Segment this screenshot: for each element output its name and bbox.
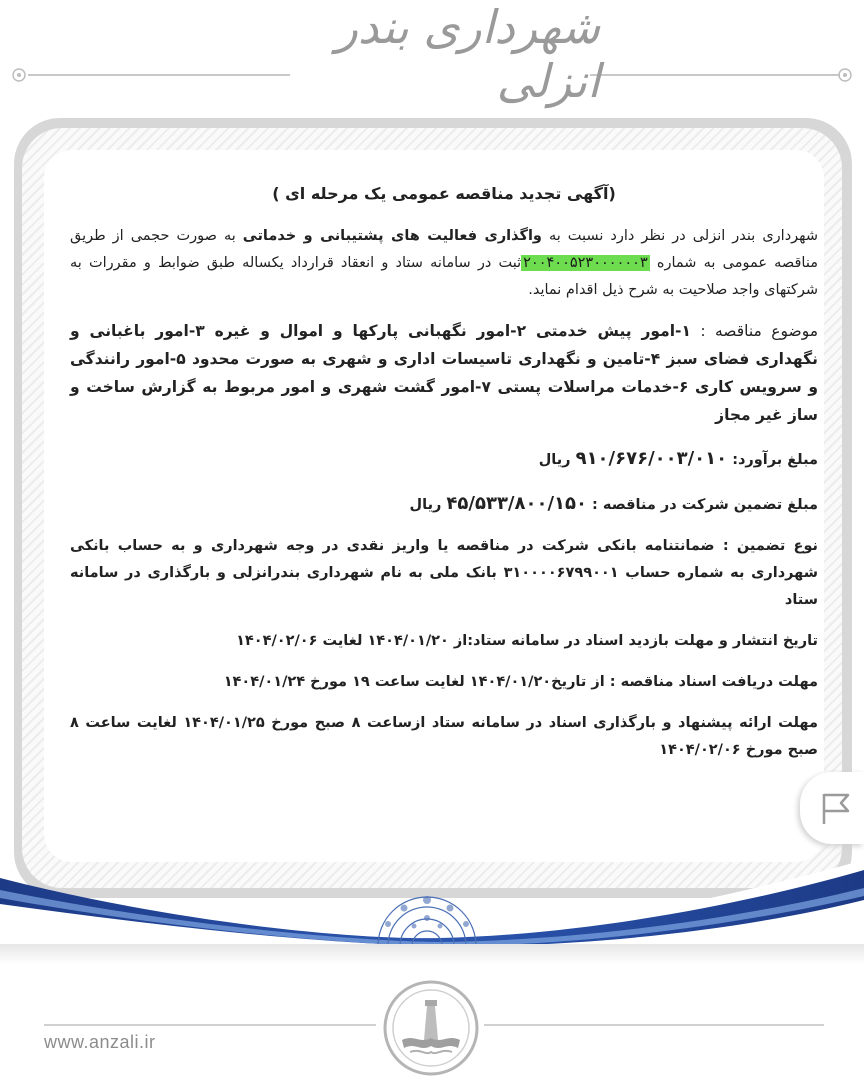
estimate-label: مبلغ برآورد: [727,452,818,468]
guarantee-line [70,490,818,519]
wave-shadow [0,944,864,964]
guarantee-unit: ریال [409,497,447,513]
subject-paragraph [70,317,818,429]
intro-text-1: شهرداری بندر انزلی در نظر دارد نسبت به [541,228,818,244]
municipality-logo-text: شهرداری بندر انزلی [335,0,600,108]
guarantee-label: مبلغ تضمین شرکت در مناقصه : [587,497,818,513]
notice-title: (آگهی تجدید مناقصه عمومی یک مرحله ای ) [272,184,616,203]
intro-text-3: ثبت در سامانه ستاد و انعقاد قرارداد یکساله طبق ضوابط و مقررات به شرکتهای واجد صلاحیت به شرح ذیل اقدام نماید. [70,255,818,298]
tender-number: ۲۰۰۴۰۰۵۲۳۰۰۰۰۰۰۳ [523,255,648,271]
footer-divider-right [484,1024,824,1026]
submit-deadline: مهلت ارائه پیشنهاد و بارگذاری اسناد در سامانه ستاد ازساعت ۸ صبح مورخ ۱۴۰۴/۰۱/۲۵ لغایت ساعت ۸ صبح مورخ ۱۴۰۴/۰۲/۰۶ [70,715,818,758]
ornament-left-icon [10,66,28,84]
estimate-value: ۹۱۰/۶۷۶/۰۰۳/۰۱۰ [575,448,728,469]
receive-deadline: مهلت دریافت اسناد مناقصه : از تاریخ۱۴۰۴/۰۱/۲۰ لغایت ساعت ۱۹ مورخ ۱۴۰۴/۰۱/۲۴ [223,674,818,690]
header-divider-right [590,74,840,76]
ornament-right-icon [836,66,854,84]
municipality-emblem-icon [380,978,482,1078]
intro-text-2: به صورت حجمی از طریق مناقصه عمومی به شماره [70,228,818,271]
intro-paragraph [70,223,818,304]
publish-dates: تاریخ انتشار و مهلت بازدید اسناد در سامانه ستاد:از ۱۴۰۴/۰۱/۲۰ لغایت ۱۴۰۴/۰۲/۰۶ [236,633,818,649]
estimate-unit: ریال [538,452,576,468]
estimate-line [70,445,818,474]
header-divider-left [28,74,290,76]
mandala-ornament-icon [368,876,486,946]
intro-bold-text: واگذاری فعالیت های پشتیبانی و خدماتی [242,228,542,244]
guarantee-value: ۴۵/۵۳۳/۸۰۰/۱۵۰ [446,493,587,514]
subject-text: ۱-امور پیش خدمتی ۲-امور نگهبانی پارکها و اموال و غیره ۳-امور باغبانی و نگهداری فضای سبز ۴-تامین و نگهداری تاسیسات اداری و شهری به صورت محدود ۵-امور رانندگی و سرویس کاری ۶-خدمات مراسلات پستی ۷-امور گشت شهری و امور مربوط به گزارش ساخت و ساز غیر مجاز [70,322,819,424]
flag-icon [818,790,852,826]
website-link[interactable]: www.anzali.ir [44,1032,156,1052]
footer-divider-left [44,1024,376,1026]
guarantee-type: نوع تضمین : ضمانتنامه بانکی شرکت در مناقصه یا واریز نقدی در وجه شهرداری و به حساب بانکی شهرداری به شماره حساب ۳۱۰۰۰۰۶۷۹۹۰۰۱ بانک ملی به نام شهرداری بندرانزلی و بارگذاری در سامانه ستاد [70,538,818,608]
subject-label: موضوع مناقصه : [690,322,818,340]
notice-content [70,180,818,777]
